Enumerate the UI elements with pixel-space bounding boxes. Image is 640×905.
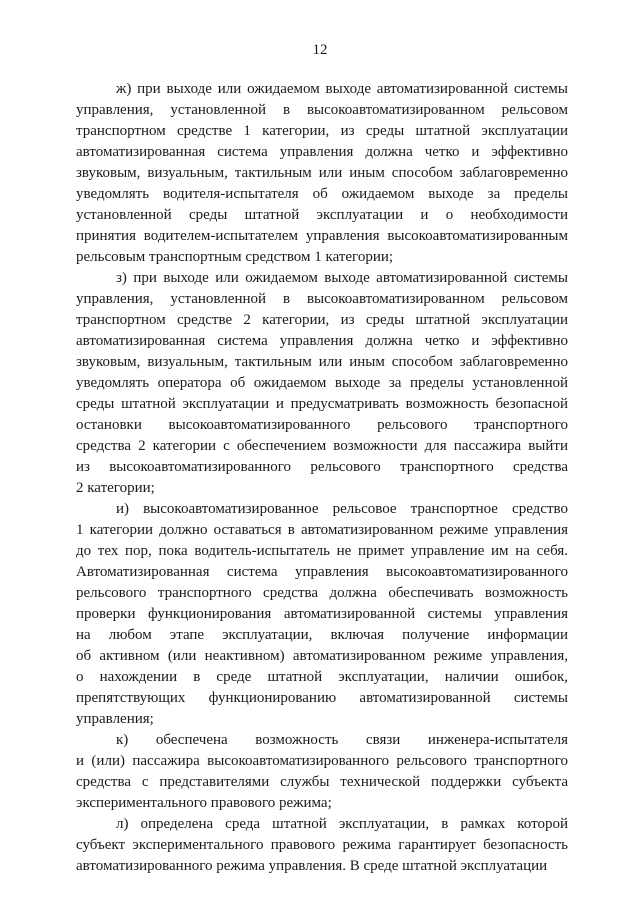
paragraph-z: [76, 268, 568, 499]
text-line: управления, установленной в высокоавтоматизированном рельсовом: [76, 102, 568, 118]
text-line: уведомлять водителя-испытателя об ожидаемом выходе за пределы: [76, 186, 568, 202]
text-line: из высокоавтоматизированного рельсового транспортного средства: [76, 459, 568, 475]
text-line: об активном (или неактивном) автоматизированном режиме управления,: [76, 648, 568, 664]
text-line: и) высокоавтоматизированное рельсовое транспортное средство: [116, 501, 568, 517]
text-line: звуковым, визуальным, тактильным или иным способом заблаговременно: [76, 354, 568, 370]
text-line: и (или) пассажира высокоавтоматизированного рельсового транспортного: [76, 753, 568, 769]
text-line: на любом этапе эксплуатации, включая получение информации: [76, 627, 568, 643]
text-line: проверки функционирования автоматизированной системы управления: [76, 606, 568, 622]
text-line: до тех пор, пока водитель-испытатель не примет управление им на себя.: [76, 543, 568, 559]
text-line: л) определена среда штатной эксплуатации, в рамках которой: [116, 816, 568, 832]
text-line: установленной среды штатной эксплуатации и о необходимости: [76, 207, 568, 223]
paragraph-k: [76, 730, 568, 814]
text-line: принятия водителем-испытателем управления высокоавтоматизированным: [76, 228, 568, 244]
text-line: препятствующих функционированию автоматизированной системы: [76, 690, 568, 706]
text-line: рельсового транспортного средства должна обеспечивать возможность: [76, 585, 568, 601]
page-number: 12: [312, 42, 328, 58]
text-line: 2 категории;: [76, 480, 155, 496]
paragraph-i: [76, 499, 568, 730]
text-line: автоматизированная система управления должна четко и эффективно: [76, 333, 568, 349]
text-line: остановки высокоавтоматизированного рельсового транспортного: [76, 417, 568, 433]
paragraph-zh: [76, 79, 568, 268]
text-line: рельсовым транспортным средством 1 категории;: [76, 249, 394, 265]
text-line: транспортном средстве 1 категории, из среды штатной эксплуатации: [76, 123, 568, 139]
text-line: к) обеспечена возможность связи инженера-испытателя: [116, 732, 568, 748]
text-line: транспортном средстве 2 категории, из среды штатной эксплуатации: [76, 312, 568, 328]
text-line: экспериментального правового режима;: [76, 795, 332, 811]
text-line: автоматизированного режима управления. В среде штатной эксплуатации: [76, 858, 548, 874]
text-line: субъект экспериментального правового режима гарантирует безопасность: [76, 837, 568, 853]
text-line: з) при выходе или ожидаемом выходе автоматизированной системы: [116, 270, 568, 286]
text-line: средства с представителями службы технической поддержки субъекта: [76, 774, 568, 790]
text-line: ж) при выходе или ожидаемом выходе автоматизированной системы: [116, 81, 568, 97]
text-line: автоматизированная система управления должна четко и эффективно: [76, 144, 568, 160]
paragraph-l: [76, 814, 568, 877]
text-line: уведомлять оператора об ожидаемом выходе за пределы установленной: [76, 375, 568, 391]
text-line: управления, установленной в высокоавтоматизированном рельсовом: [76, 291, 568, 307]
text-line: звуковым, визуальным, тактильным или иным способом заблаговременно: [76, 165, 568, 181]
text-line: 1 категории должно оставаться в автоматизированном режиме управления: [76, 522, 568, 538]
text-line: Автоматизированная система управления высокоавтоматизированного: [76, 564, 568, 580]
document-body: [76, 79, 568, 877]
text-line: среды штатной эксплуатации и предусматривать возможность безопасной: [76, 396, 568, 412]
text-line: управления;: [76, 711, 154, 727]
text-line: средства 2 категории с обеспечением возможности для пассажира выйти: [76, 438, 568, 454]
text-line: о нахождении в среде штатной эксплуатации, наличии ошибок,: [76, 669, 568, 685]
